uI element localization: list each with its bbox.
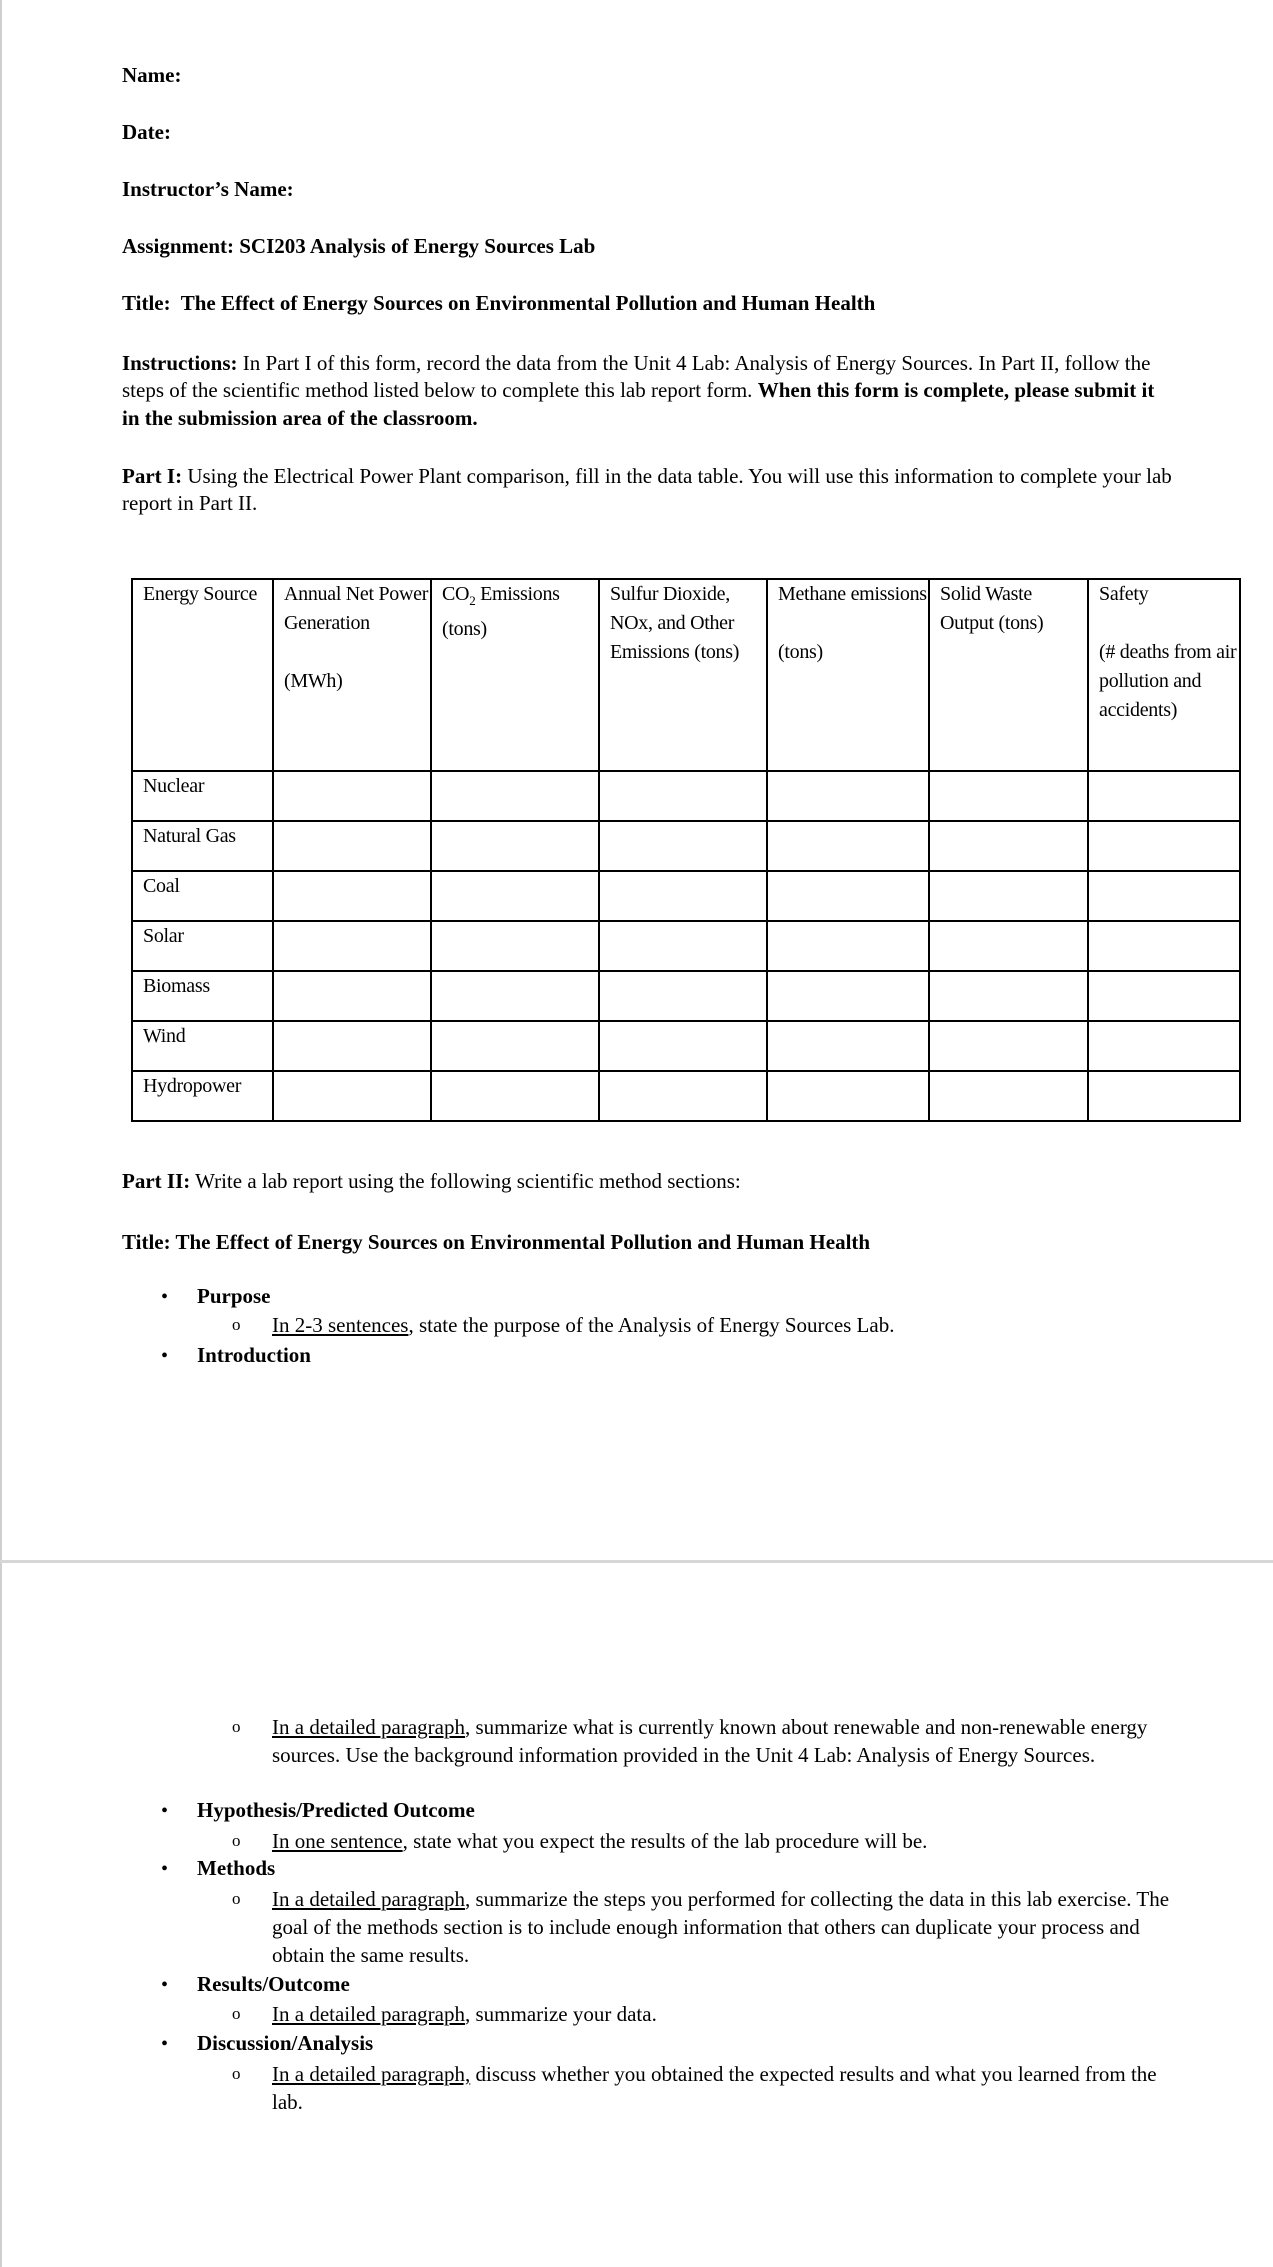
table-cell[interactable] [431, 921, 599, 971]
table-cell[interactable] [767, 871, 929, 921]
table-row [132, 921, 1240, 971]
table-cell[interactable] [599, 771, 767, 821]
table-cell[interactable] [431, 821, 599, 871]
purpose-text: , state the purpose of the Analysis of Energy Sources Lab. [408, 1313, 895, 1337]
sub-bullet-icon: o [232, 1315, 241, 1334]
row-label: Biomass [132, 971, 273, 1021]
table-cell[interactable] [1088, 871, 1240, 921]
bullet-icon: • [161, 1345, 169, 1367]
introduction-text: , summarize what is currently known about renewable and non-renewable energy sources. Use the background information provided in the Unit 4 Lab: Analysis of Energy Sources. [272, 1715, 1148, 1767]
assignment-line: Assignment: SCI203 Analysis of Energy Sources Lab [122, 234, 596, 258]
results-instruction [272, 2000, 1177, 2028]
header-annual-net-power [273, 579, 431, 771]
row-label: Wind [132, 1021, 273, 1071]
energy-data-table [131, 578, 1241, 1122]
discussion-underline: In a detailed paragraph, [272, 2062, 471, 2086]
header-co2-subscript: 2 [469, 593, 476, 608]
header-annual-net-label: Annual Net Power Generation [284, 583, 429, 634]
bullet-icon: • [161, 1286, 169, 1308]
table-cell[interactable] [599, 971, 767, 1021]
table-cell[interactable] [767, 821, 929, 871]
instructions-text: In Part I of this form, record the data from the Unit 4 Lab: Analysis of Energy Sources. In Part II, follow the steps of the scientific method listed below to complete this lab report form. [122, 351, 1151, 403]
header-methane-label: Methane emissions [778, 583, 927, 605]
table-cell[interactable] [273, 971, 431, 1021]
table-cell[interactable] [1088, 821, 1240, 871]
sub-bullet-icon: o [232, 1889, 241, 1908]
header-methane-emissions [767, 579, 929, 771]
table-cell[interactable] [273, 1071, 431, 1121]
table-cell[interactable] [767, 921, 929, 971]
table-cell[interactable] [599, 921, 767, 971]
table-cell[interactable] [431, 771, 599, 821]
bullet-icon: • [161, 1974, 169, 1996]
header-safety-detail: (# deaths from air pollution and accidents) [1099, 641, 1237, 721]
instructions-paragraph [122, 350, 1172, 432]
table-cell[interactable] [767, 771, 929, 821]
header-safety-label: Safety [1099, 583, 1149, 605]
part2-label: Part II: [122, 1169, 191, 1193]
page-left-edge [0, 0, 2, 2267]
table-cell[interactable] [1088, 1071, 1240, 1121]
table-cell[interactable] [273, 921, 431, 971]
sub-bullet-icon: o [232, 1717, 241, 1736]
methods-underline: In a detailed paragraph [272, 1887, 465, 1911]
table-row [132, 871, 1240, 921]
table-row [132, 771, 1240, 821]
table-cell[interactable] [1088, 971, 1240, 1021]
section-introduction: Introduction [197, 1343, 311, 1367]
header-safety [1088, 579, 1240, 771]
table-row [132, 1021, 1240, 1071]
table-cell[interactable] [1088, 1021, 1240, 1071]
table-cell[interactable] [431, 971, 599, 1021]
table-cell[interactable] [929, 1021, 1088, 1071]
part2-paragraph [122, 1168, 1172, 1195]
results-underline: In a detailed paragraph [272, 2002, 465, 2026]
table-cell[interactable] [929, 771, 1088, 821]
discussion-text: discuss whether you obtained the expected results and what you learned from the lab. [272, 2062, 1157, 2114]
table-cell[interactable] [599, 1071, 767, 1121]
introduction-instruction [272, 1713, 1177, 1769]
part1-paragraph [122, 463, 1172, 518]
purpose-underline: In 2-3 sentences [272, 1313, 409, 1337]
row-label: Nuclear [132, 771, 273, 821]
header-methane-unit: (tons) [778, 641, 823, 663]
instructions-label: Instructions: [122, 351, 238, 375]
table-cell[interactable] [767, 1071, 929, 1121]
table-cell[interactable] [929, 971, 1088, 1021]
sub-bullet-icon: o [232, 2064, 241, 2083]
section-purpose: Purpose [197, 1284, 271, 1308]
table-cell[interactable] [599, 871, 767, 921]
table-cell[interactable] [929, 921, 1088, 971]
instructor-label: Instructor’s Name: [122, 177, 294, 201]
methods-instruction [272, 1885, 1177, 1969]
table-cell[interactable] [599, 821, 767, 871]
table-cell[interactable] [273, 1021, 431, 1071]
table-cell[interactable] [273, 771, 431, 821]
methods-text: , summarize the steps you performed for collecting the data in this lab exercise. The goal of the methods section is to include enough information that others can duplicate your process and obtain the same results. [272, 1887, 1170, 1967]
sub-bullet-icon: o [232, 2004, 241, 2023]
bullet-icon: • [161, 2033, 169, 2055]
introduction-underline: In a detailed paragraph [272, 1715, 465, 1739]
table-row [132, 971, 1240, 1021]
table-cell[interactable] [1088, 771, 1240, 821]
sub-bullet-icon: o [232, 1831, 241, 1850]
table-cell[interactable] [929, 1071, 1088, 1121]
part2-title: Title: The Effect of Energy Sources on Environmental Pollution and Human Health [122, 1230, 871, 1254]
row-label: Natural Gas [132, 821, 273, 871]
hypothesis-text: , state what you expect the results of the lab procedure will be. [402, 1829, 928, 1853]
date-label: Date: [122, 120, 171, 144]
part2-text: Write a lab report using the following scientific method sections: [190, 1169, 741, 1193]
header-sulfur-emissions: Sulfur Dioxide, NOx, and Other Emissions (tons) [599, 579, 767, 771]
part1-text: Using the Electrical Power Plant comparison, fill in the data table. You will use this information to complete your lab report in Part II. [122, 464, 1172, 516]
section-hypothesis: Hypothesis/Predicted Outcome [197, 1798, 475, 1822]
discussion-instruction [272, 2060, 1177, 2116]
header-co2-suffix: Emissions (tons) [442, 583, 560, 640]
page-break [0, 1560, 1273, 1563]
table-cell[interactable] [273, 821, 431, 871]
table-header-row [132, 579, 1240, 771]
table-cell[interactable] [273, 871, 431, 921]
section-results: Results/Outcome [197, 1972, 350, 1996]
header-annual-unit: (MWh) [284, 670, 343, 692]
bullet-icon: • [161, 1800, 169, 1822]
section-methods: Methods [197, 1856, 276, 1880]
table-cell[interactable] [431, 871, 599, 921]
instructions-submit-note: When this form is complete, please submit it in the submission area of the classroom. [122, 378, 1155, 430]
table-row [132, 1071, 1240, 1121]
bullet-icon: • [161, 1858, 169, 1880]
header-energy-source: Energy Source [132, 579, 273, 771]
table-cell[interactable] [767, 1021, 929, 1071]
hypothesis-instruction [272, 1827, 1177, 1855]
table-cell[interactable] [599, 1021, 767, 1071]
header-co2-prefix: CO [442, 583, 470, 605]
header-solid-waste: Solid Waste Output (tons) [929, 579, 1088, 771]
hypothesis-underline: In one sentence [272, 1829, 403, 1853]
row-label: Hydropower [132, 1071, 273, 1121]
table-cell[interactable] [1088, 921, 1240, 971]
table-cell[interactable] [929, 821, 1088, 871]
table-cell[interactable] [929, 871, 1088, 921]
results-text: , summarize your data. [464, 2002, 657, 2026]
row-label: Coal [132, 871, 273, 921]
row-label: Solar [132, 921, 273, 971]
header-co2-emissions [431, 579, 599, 771]
table-cell[interactable] [767, 971, 929, 1021]
document-title: Title: The Effect of Energy Sources on Environmental Pollution and Human Health [122, 291, 876, 315]
table-cell[interactable] [431, 1021, 599, 1071]
part1-label: Part I: [122, 464, 183, 488]
table-row [132, 821, 1240, 871]
purpose-instruction [272, 1311, 1177, 1339]
name-label: Name: [122, 63, 182, 87]
section-discussion: Discussion/Analysis [197, 2031, 374, 2055]
table-cell[interactable] [431, 1071, 599, 1121]
